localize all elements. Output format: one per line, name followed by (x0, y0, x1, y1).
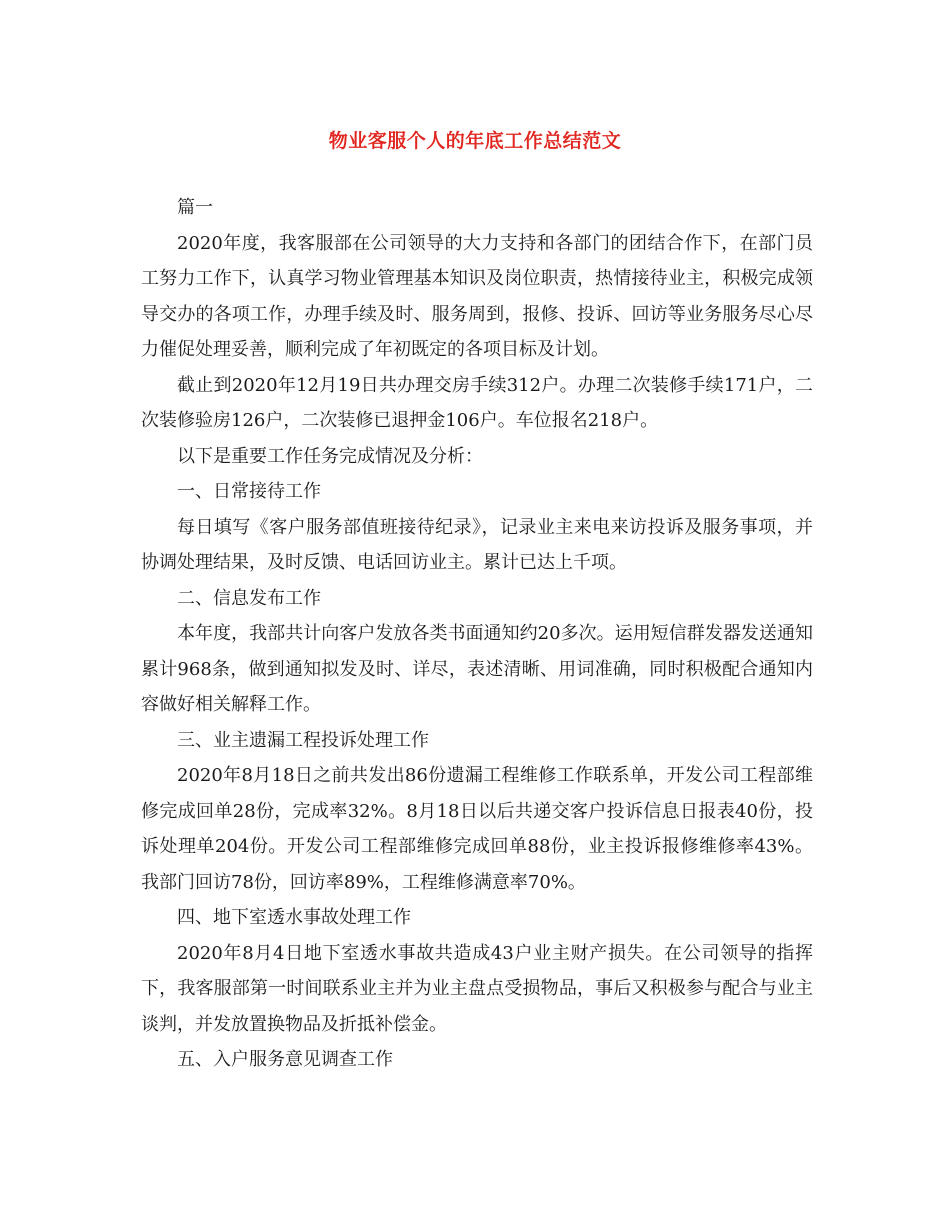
information-release-paragraph: 本年度，我部共计向客户发放各类书面通知约20多次。运用短信群发器发送通知累计968条，做到通知拟发及时、详尽，表述清晰、用词准确，同时积极配合通知内容做好相关解释工作。 (141, 623, 813, 715)
heading-daily-reception: 一、日常接待工作 (177, 481, 321, 502)
heading-complaint-handling: 三、业主遗漏工程投诉处理工作 (177, 729, 429, 751)
intro-paragraph: 2020年度，我客服部在公司领导的大力支持和各部门的团结合作下，在部门员工努力工作下，认真学习物业管理基本知识及岗位职责，热情接待业主，积极完成领导交办的各项工作，办理手续及时、服务周到，报修、投诉、回访等业务服务尽心尽力催促处理妥善，顺利完成了年初既定的各项目标及计划。 (141, 232, 813, 360)
statistics-paragraph: 截止到2020年12月19日共办理交房手续312户。办理二次装修手续171户，二次装修验房126户，二次装修已退押金106户。车位报名218户。 (141, 374, 813, 431)
basement-incident-paragraph: 2020年8月4日地下室透水事故共造成43户业主财产损失。在公司领导的指挥下，我客服部第一时间联系业主并为业主盘点受损物品，事后又积极参与配合与业主谈判，并发放置换物品及折抵补偿金。 (141, 942, 813, 1035)
heading-basement-incident: 四、地下室透水事故处理工作 (177, 907, 411, 928)
analysis-intro: 以下是重要工作任务完成情况及分析： (177, 445, 483, 467)
document-body (141, 190, 813, 1078)
heading-survey: 五、入户服务意见调查工作 (177, 1049, 393, 1070)
section-label-pian-yi: 篇一 (177, 197, 213, 218)
document-title: 物业客服个人的年底工作总结范文 (328, 130, 622, 152)
daily-reception-paragraph: 每日填写《客户服务部值班接待纪录》，记录业主来电来访投诉及服务事项，并协调处理结果，及时反馈、电话回访业主。累计已达上千项。 (141, 516, 813, 573)
complaint-handling-paragraph: 2020年8月18日之前共发出86份遗漏工程维修工作联系单，开发公司工程部维修完成回单28份，完成率32%。8月18日以后共递交客户投诉信息日报表40份，投诉处理单204份。开发公司工程部维修完成回单88份，业主投诉报修维修率43%。我部门回访78份，回访率89%，工程维修满意率70%。 (141, 765, 813, 893)
heading-information-release: 二、信息发布工作 (177, 587, 321, 609)
